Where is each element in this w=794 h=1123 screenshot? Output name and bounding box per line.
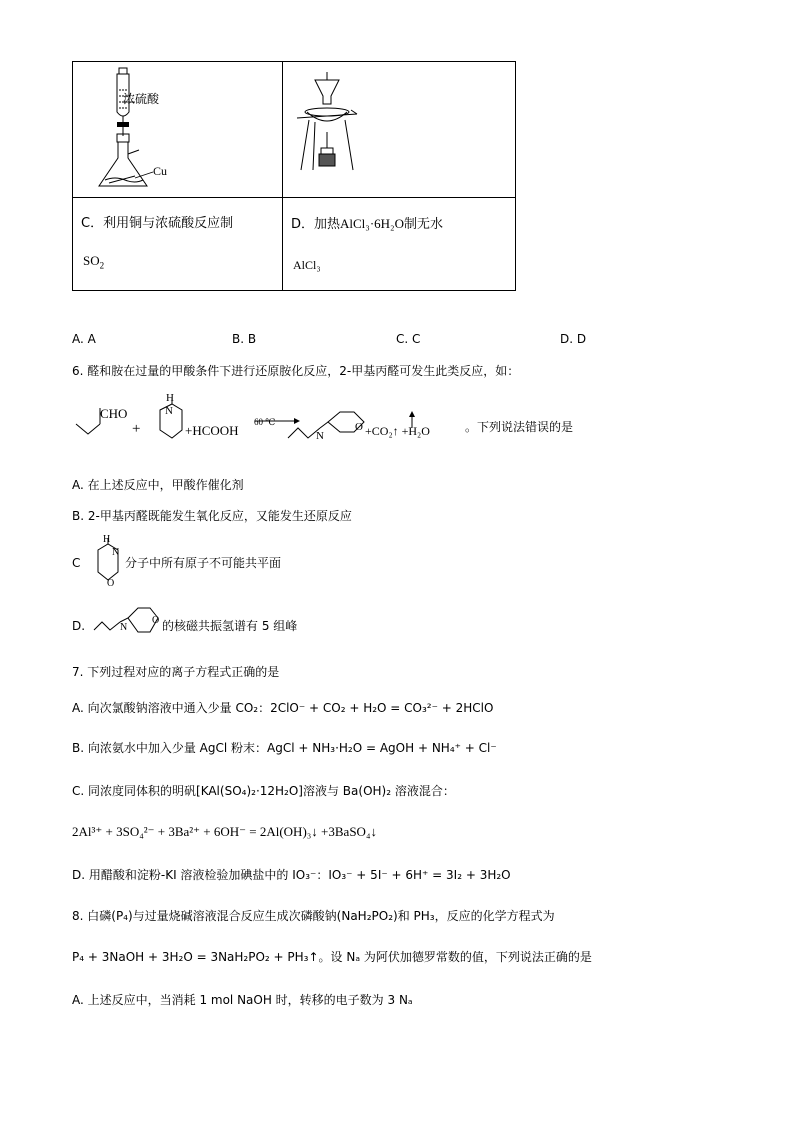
option-d-text-line2: AlCl₃ — [293, 258, 321, 272]
evaporating-dish-heating-apparatus — [295, 70, 365, 180]
product-n-label: N — [316, 430, 324, 442]
options-table — [72, 61, 516, 291]
morpholine-c-h-label: H — [103, 534, 111, 545]
question-6-option-d-text: 的核磁共振氢谱有 5 组峰 — [162, 619, 298, 633]
question-7-option-c-line2: 2Al³⁺ + 3SO₄²⁻ + 3Ba²⁺ + 6OH⁻ = 2Al(OH)₃↓ +3BaSO₄↓ — [72, 824, 377, 839]
question-7-option-c-line1: C. 同浓度同体积的明矾[KAl(SO₄)₂·12H₂O]溶液与 Ba(OH)₂ 溶液混合： — [72, 784, 455, 798]
question-8-stem-line1: 8. 白磷(P₄)与过量烧碱溶液混合反应生成次磷酸钠(NaH₂PO₂)和 PH₃，反应的化学方程式为 — [72, 909, 555, 923]
option-d-text-line1: D．加热AlCl₃·6H₂O制无水 — [291, 216, 443, 232]
question-7-option-d: D. 用醋酸和淀粉-KI 溶液检验加碘盐中的 IO₃⁻：IO₃⁻ + 5I⁻ + 6H⁺ = 3I₂ + 3H₂O — [72, 868, 511, 882]
question-6-option-b: B. 2-甲基丙醛既能发生氧化反应，又能发生还原反应 — [72, 509, 352, 523]
morpholine-n-label: N — [165, 405, 173, 417]
answer-option-a: A. A — [72, 332, 96, 346]
question-6-option-c-text: 分子中所有原子不可能共平面 — [125, 556, 282, 570]
option-c-text-line1: C．利用铜与浓硫酸反应制 — [81, 216, 234, 231]
question-6-stem: 6. 醛和胺在过量的甲酸条件下进行还原胺化反应，2-甲基丙醛可发生此类反应，如： — [72, 364, 520, 378]
concentrated-sulfuric-acid-label: 浓硫酸 — [123, 92, 160, 106]
option-c-text-line2: $SO_2$ — [83, 253, 105, 271]
question-8-stem-line2: P₄ + 3NaOH + 3H₂O = 3NaH₂PO₂ + PH₃↑。设 Nₐ 为阿伏加德罗常数的值，下列说法正确的是 — [72, 950, 592, 964]
answer-option-d: D. D — [560, 332, 587, 346]
structure-d-o-label: O — [152, 615, 160, 626]
structure-d-n-label: N — [120, 622, 128, 633]
byproducts-label: +CO₂↑ +H₂O — [365, 424, 430, 438]
answer-option-c: C. C — [396, 332, 421, 346]
morpholine-c-n-label: N — [112, 547, 120, 558]
product-o-label: O — [355, 421, 363, 433]
answer-option-b: B. B — [232, 332, 257, 346]
morpholine-c-o-label: O — [107, 578, 115, 589]
aldehyde-group-label: CHO — [100, 406, 128, 421]
question-6-option-a: A. 在上述反应中，甲酸作催化剂 — [72, 478, 244, 492]
question-7-stem: 7. 下列过程对应的离子方程式正确的是 — [72, 665, 280, 679]
table-divider-vertical — [282, 62, 283, 290]
copper-label: Cu — [153, 164, 168, 178]
question-6-option-d-prefix: D. — [72, 619, 86, 633]
question-6-option-c-prefix: C — [72, 556, 81, 570]
reaction-condition-label: 60 ℃ — [254, 417, 276, 427]
copper-sulfuric-acid-apparatus — [91, 66, 201, 196]
plus-sign-1: + — [132, 421, 141, 437]
table-divider-horizontal — [73, 197, 515, 198]
formic-acid-label: +HCOOH — [185, 423, 239, 438]
morpholine-h-label: H — [166, 392, 174, 404]
question-7-option-b: B. 向浓氨水中加入少量 AgCl 粉末：AgCl + NH₃·H₂O = AgOH + NH₄⁺ + Cl⁻ — [72, 741, 497, 755]
question-7-option-a: A. 向次氯酸钠溶液中通入少量 CO₂：2ClO⁻ + CO₂ + H₂O = CO₃²⁻ + 2HClO — [72, 701, 494, 715]
question-6-prompt: 。下列说法错误的是 — [465, 420, 574, 434]
question-8-option-a: A. 上述反应中，当消耗 1 mol NaOH 时，转移的电子数为 3 Nₐ — [72, 993, 413, 1007]
